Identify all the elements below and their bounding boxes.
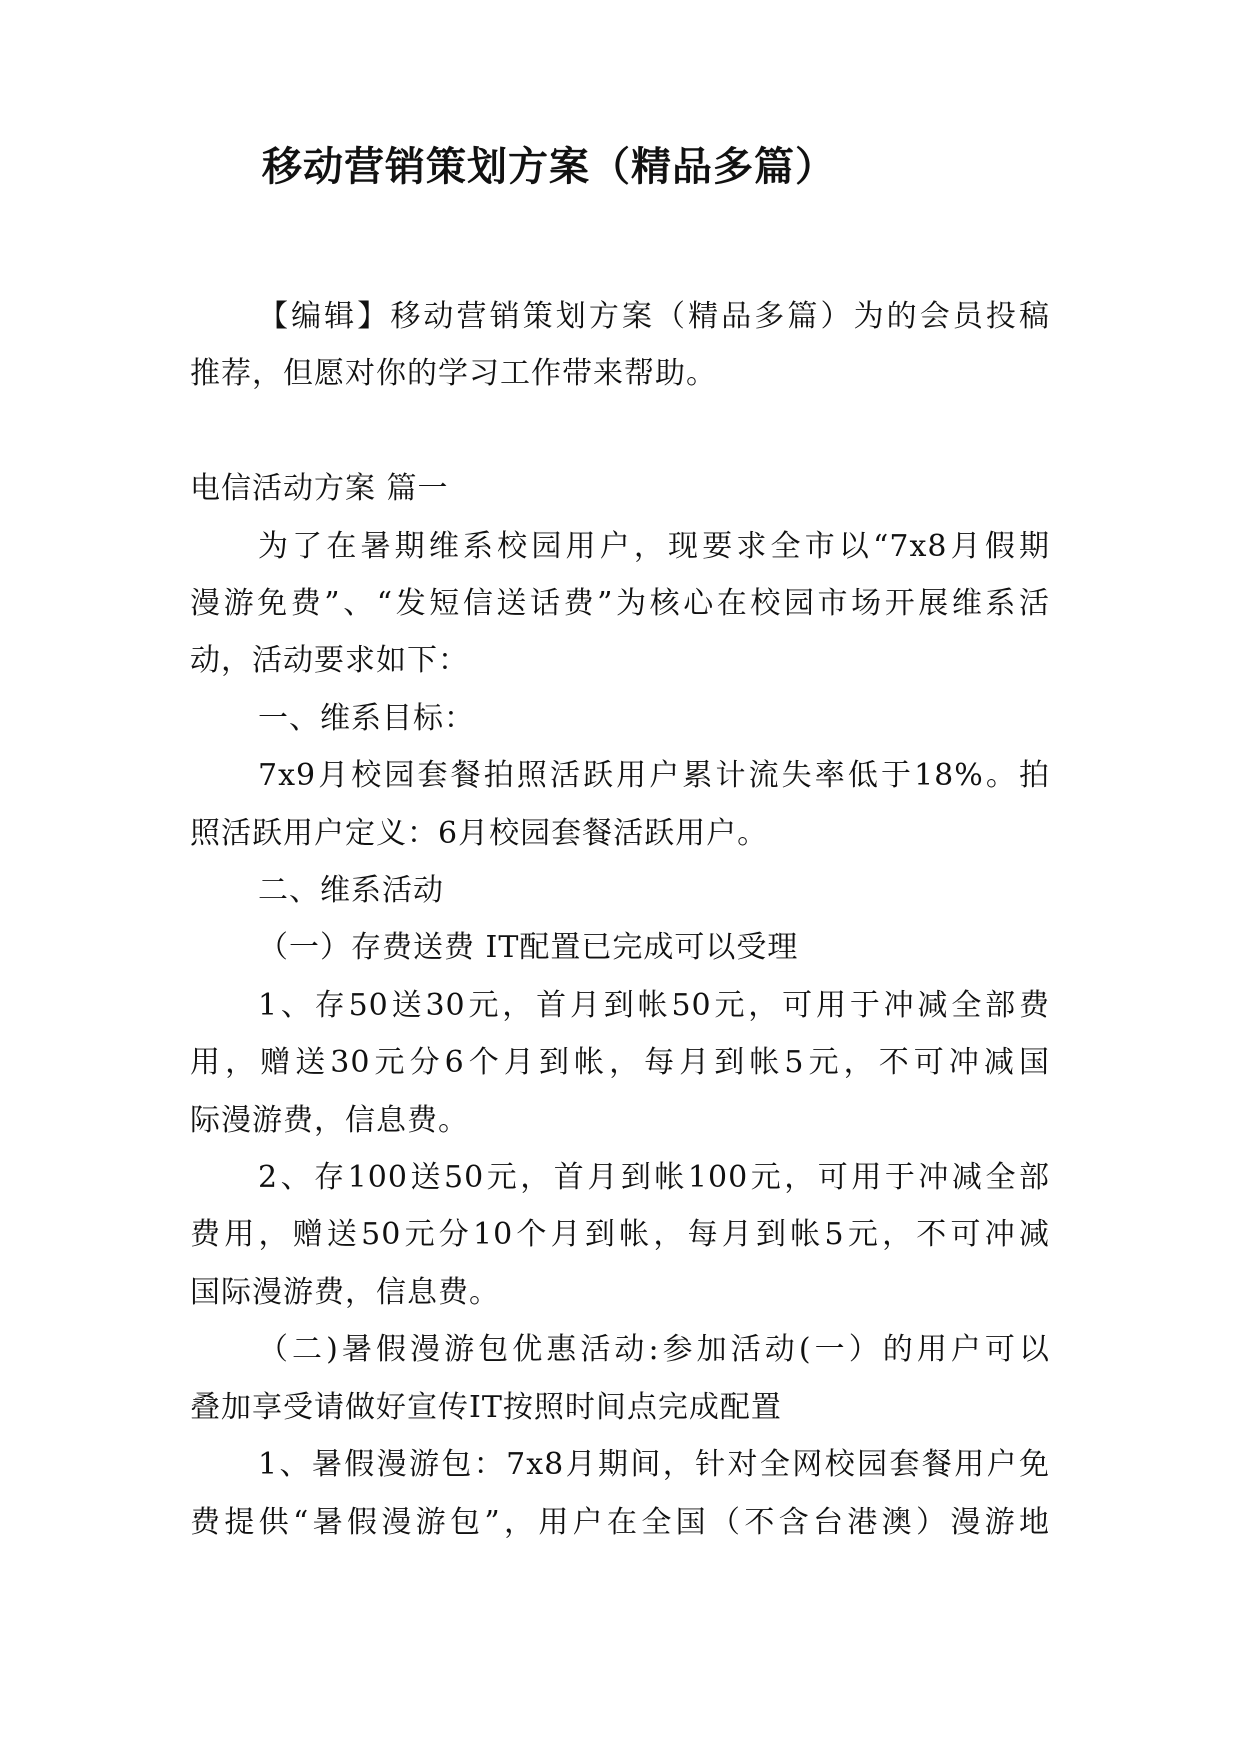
text-line: 照活跃用户定义：6月校园套餐活跃用户。 [190, 815, 769, 851]
text-line: 为了在暑期维系校园用户，现要求全市以“7x8月假期 [258, 528, 1050, 564]
text-line: 电信活动方案 篇一 [190, 471, 449, 507]
document-body [190, 288, 1050, 1551]
text-line: 二、维系活动 [258, 873, 444, 909]
text-line: 漫游免费”、“发短信送话费”为核心在校园市场开展维系活 [190, 586, 1050, 622]
text-line: 7x9月校园套餐拍照活跃用户累计流失率低于18%。拍 [258, 758, 1050, 794]
text-line: 2、存100送50元，首月到帐100元，可用于冲减全部 [258, 1160, 1050, 1196]
purpose-paragraph [190, 518, 1050, 690]
goal-paragraph [190, 747, 1050, 862]
page-title: 移动营销策划方案（精品多篇） [262, 143, 836, 190]
text-line: （一）存费送费 IT配置已完成可以受理 [258, 930, 799, 966]
text-line: 【编辑】移动营销策划方案（精品多篇）为的会员投稿 [258, 299, 1050, 334]
text-line: 推荐，但愿对你的学习工作带来帮助。 [190, 356, 717, 392]
text-line: 费用，赠送50元分10个月到帐，每月到帐5元，不可冲减 [190, 1217, 1050, 1253]
intro-paragraph [190, 288, 1050, 403]
text-line: 际漫游费，信息费。 [190, 1102, 469, 1138]
text-line: 费提供“暑假漫游包”，用户在全国（不含台港澳）漫游地 [190, 1504, 1050, 1540]
activity-heading [190, 862, 1050, 919]
subsection-heading [190, 919, 1050, 976]
text-line: 叠加享受请做好宣传IT按照时间点完成配置 [190, 1389, 782, 1425]
goal-heading [190, 690, 1050, 747]
text-line: 用，赠送30元分6个月到帐，每月到帐5元，不可冲减国 [190, 1045, 1050, 1081]
list-item [190, 1436, 1050, 1551]
text-line: 1、存50送30元，首月到帐50元，可用于冲减全部费 [258, 987, 1050, 1023]
text-line: 1、暑假漫游包：7x8月期间，针对全网校园套餐用户免 [258, 1447, 1050, 1483]
list-item [190, 977, 1050, 1149]
text-line: 一、维系目标： [258, 700, 475, 736]
section-heading [190, 460, 1050, 517]
text-line: 国际漫游费，信息费。 [190, 1274, 500, 1310]
subsection-heading [190, 1321, 1050, 1436]
list-item [190, 1149, 1050, 1321]
text-line: 动，活动要求如下： [190, 643, 469, 679]
text-line: （二)暑假漫游包优惠活动:参加活动(一）的用户可以 [258, 1332, 1050, 1368]
